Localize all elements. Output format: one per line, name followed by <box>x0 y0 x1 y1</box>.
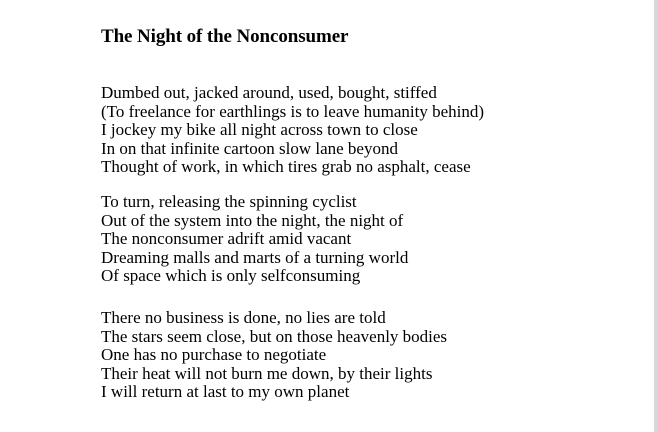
poem-line: Dreaming malls and marts of a turning world <box>101 247 409 267</box>
stanza-2 <box>101 193 408 286</box>
poem-line: There no business is done, no lies are told <box>101 308 386 327</box>
poem-line: The stars seem close, but on those heavenly bodies <box>101 326 448 346</box>
poem-line: I will return at last to my own planet <box>101 382 350 402</box>
poem-line: Of space which is only selfconsuming <box>101 266 361 286</box>
poem-line: To turn, releasing the spinning cyclist <box>101 192 357 211</box>
poem-line: The nonconsumer adrift amid vacant <box>101 229 352 249</box>
poem-line: Dumbed out, jacked around, used, bought, stiffed <box>101 83 437 102</box>
poem-line: One has no purchase to negotiate <box>101 345 327 365</box>
poem-line: (To freelance for earthlings is to leave humanity behind) <box>101 101 485 121</box>
poem-title: The Night of the Nonconsumer <box>101 26 349 47</box>
poem-line: Thought of work, in which tires grab no asphalt, cease <box>101 157 471 177</box>
stanza-3 <box>101 309 447 402</box>
poem-line: I jockey my bike all night across town to close <box>101 120 418 140</box>
poem-line: Out of the system into the night, the night of <box>101 210 404 230</box>
poem-line: Their heat will not burn me down, by their lights <box>101 363 433 383</box>
poem-line: In on that infinite cartoon slow lane beyond <box>101 138 398 158</box>
stanza-1 <box>101 84 484 177</box>
